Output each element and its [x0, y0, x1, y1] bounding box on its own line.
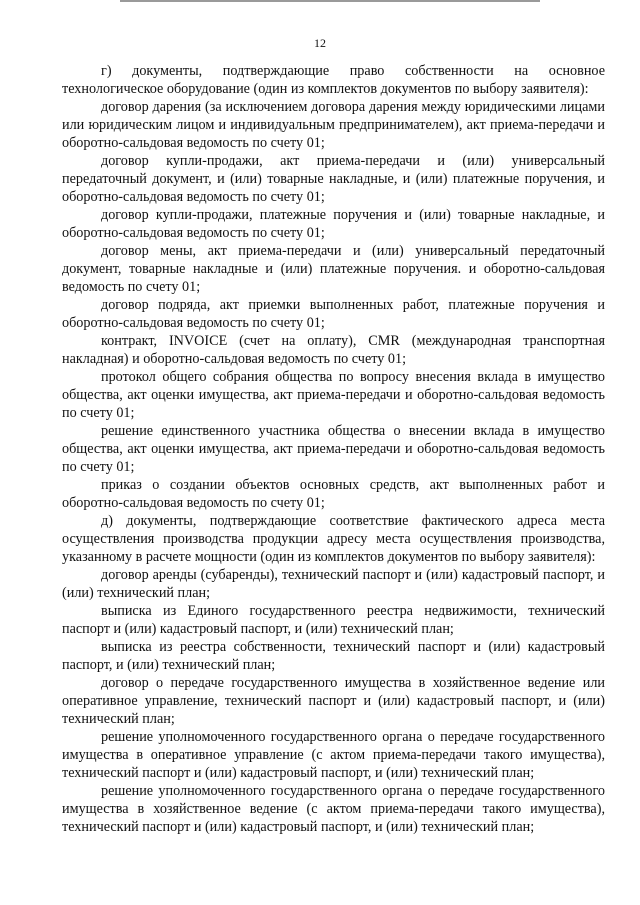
section-d-heading: д) документы, подтверждающие соответствие фактического адреса места осуществления производства продукции адресу места осуществления производства, указанному в расчете мощности (один из комплектов документов по выбору заявителя):: [62, 513, 605, 565]
list-item: договор аренды (субаренды), технический паспорт и (или) кадастровый паспорт, и (или) технический план;: [62, 567, 605, 601]
list-item: договор о передаче государственного имущества в хозяйственное ведение или оперативное управление, технический паспорт и (или) кадастровый паспорт, и (или) технический план;: [62, 675, 605, 727]
list-item: решение уполномоченного государственного органа о передаче государственного имущества в оперативное управление (с актом приема-передачи такого имущества), технический паспорт и (или) кадастровый паспорт, и (или) технический план;: [62, 729, 605, 781]
section-g-heading: г) документы, подтверждающие право собственности на основное технологическое оборудование (один из комплектов документов по выбору заявителя):: [62, 63, 605, 97]
list-item: контракт, INVOICE (счет на оплату), CMR (международная транспортная накладная) и оборотно-сальдовая ведомость по счету 01;: [62, 333, 605, 367]
list-item: договор мены, акт приема-передачи и (или) универсальный передаточный документ, товарные накладные и (или) платежные поручения. и оборотно-сальдовая ведомость по счету 01;: [62, 243, 605, 295]
list-item: выписка из Единого государственного реестра недвижимости, технический паспорт и (или) кадастровый паспорт, и (или) технический план;: [62, 603, 605, 637]
scan-top-edge: [120, 0, 540, 2]
list-item: договор купли-продажи, платежные поручения и (или) товарные накладные, и оборотно-сальдовая ведомость по счету 01;: [62, 207, 605, 241]
list-item: договор подряда, акт приемки выполненных работ, платежные поручения и оборотно-сальдовая ведомость по счету 01;: [62, 297, 605, 331]
list-item: приказ о создании объектов основных средств, акт выполненных работ и оборотно-сальдовая ведомость по счету 01;: [62, 477, 605, 511]
list-item: договор дарения (за исключением договора дарения между юридическими лицами или юридическим лицом и индивидуальным предпринимателем), акт приема-передачи и оборотно-сальдовая ведомость по счету 01;: [62, 99, 605, 151]
page-number: 12: [314, 36, 326, 50]
document-body: [62, 62, 605, 836]
list-item: договор купли-продажи, акт приема-передачи и (или) универсальный передаточный документ, и (или) товарные накладные, и (или) платежные поручения, и оборотно-сальдовая ведомость по счету 01;: [62, 153, 605, 205]
list-item: протокол общего собрания общества по вопросу внесения вклада в имущество общества, акт оценки имущества, акт приема-передачи и оборотно-сальдовая ведомость по счету 01;: [62, 369, 605, 421]
list-item: выписка из реестра собственности, технический паспорт и (или) кадастровый паспорт, и (или) технический план;: [62, 639, 605, 673]
list-item: решение уполномоченного государственного органа о передаче государственного имущества в хозяйственное ведение (с актом приема-передачи такого имущества), технический паспорт и (или) кадастровый паспорт, и (или) технический план;: [62, 783, 605, 835]
list-item: решение единственного участника общества о внесении вклада в имущество общества, акт оценки имущества, акт приема-передачи и оборотно-сальдовая ведомость по счету 01;: [62, 423, 605, 475]
